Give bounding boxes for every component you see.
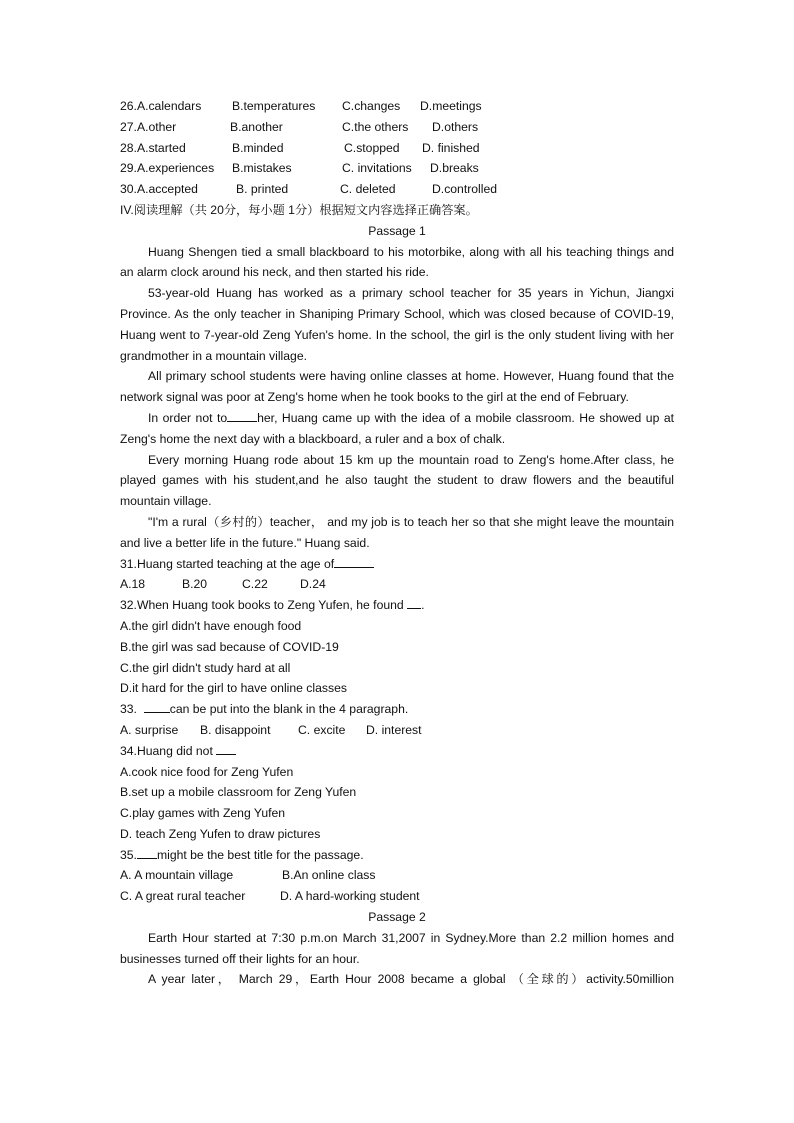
- passage-title: Passage 2: [368, 910, 426, 925]
- question-number: 35.: [120, 847, 137, 862]
- paragraph-6: "I'm a rural（乡村的）teacher， and my job is to teach her so that she might leave the mountain and live a better life in the future." Huang said.: [120, 514, 674, 550]
- option-b: B.another: [230, 119, 283, 134]
- section-heading: IV.阅读理解（共 20分，每小题 1分）根据短文内容选择正确答案。: [120, 202, 478, 217]
- question-31: [120, 554, 674, 596]
- option-c: C.play games with Zeng Yufen: [120, 806, 286, 821]
- question-stem: [120, 595, 674, 616]
- question-number: 33.: [120, 702, 137, 717]
- paragraph-4-rest: her, Huang came up with the idea of a mobile classroom. He showed up at Zeng's home the next day with a blackboard, a ruler and a box of chalk.: [120, 410, 674, 446]
- option-d: D. teach Zeng Yufen to draw pictures: [120, 826, 321, 841]
- question-32: [120, 595, 674, 699]
- option-b: B.the girl was sad because of COVID-19: [120, 639, 339, 654]
- option-row: [120, 865, 674, 886]
- paragraph-4-start: In order not to: [148, 410, 228, 425]
- passage-2: [120, 907, 674, 990]
- option-a: A.18: [120, 577, 146, 592]
- cloze-options: [120, 96, 674, 200]
- answer-blank: [227, 410, 257, 422]
- option-d: D.controlled: [432, 182, 498, 197]
- option-row-29: [120, 158, 674, 179]
- option-a: 30.A.accepted: [120, 182, 198, 197]
- question-text-end: .: [421, 598, 425, 613]
- option-d: D.others: [432, 119, 479, 134]
- option-a: A.cook nice food for Zeng Yufen: [120, 764, 294, 779]
- question-text: might be the best title for the passage.: [156, 847, 364, 862]
- answer-blank: [137, 847, 157, 859]
- option-row-28: [120, 138, 674, 159]
- paragraph-1: Huang Shengen tied a small blackboard to his motorbike, along with all his teaching things and an alarm clock around his neck, and then started his ride.: [120, 244, 674, 280]
- option-a: A. surprise: [120, 722, 179, 737]
- option-d: D.it hard for the girl to have online classes: [120, 681, 347, 696]
- answer-blank: [334, 556, 374, 568]
- option-c: C.the others: [342, 119, 409, 134]
- option-row-27: [120, 117, 674, 138]
- question-stem: [120, 845, 674, 866]
- option-c: C.stopped: [344, 140, 400, 155]
- option-b: B. printed: [236, 182, 289, 197]
- option-row: [120, 574, 674, 595]
- option-a: 28.A.started: [120, 140, 186, 155]
- option-d: D. interest: [366, 722, 422, 737]
- question-35: [120, 845, 674, 907]
- question-text: 31.Huang started teaching at the age of: [120, 556, 335, 571]
- question-text: can be put into the blank in the 4 paragraph.: [169, 702, 409, 717]
- option-d: D.meetings: [420, 99, 482, 113]
- option-b: B. disappoint: [200, 722, 271, 737]
- answer-blank: [216, 743, 236, 755]
- option-c: C. excite: [298, 722, 346, 737]
- option-row: [120, 886, 674, 907]
- option-a: 29.A.experiences: [120, 161, 215, 176]
- paragraph-1: Earth Hour started at 7:30 p.m.on March 31,2007 in Sydney.More than 2.2 million homes and businesses turned off their lights for an hour.: [120, 930, 674, 966]
- option-c: C.22: [242, 577, 268, 592]
- paragraph-5: Every morning Huang rode about 15 km up the mountain road to Zeng's home.After class, he played games with his student,and he also taught the student to draw flowers and the beautiful mountain village.: [120, 452, 674, 509]
- paragraph-4: [120, 408, 674, 450]
- question-34: [120, 741, 674, 845]
- passage-title: Passage 1: [368, 223, 426, 238]
- option-c: C.changes: [342, 99, 401, 113]
- question-stem: [120, 741, 674, 762]
- passage-1: [120, 221, 674, 554]
- paragraph-2: A year later， March 29，Earth Hour 2008 became a global （全球的）activity.50million: [148, 972, 674, 987]
- question-stem: [120, 699, 674, 720]
- question-text: 32.When Huang took books to Zeng Yufen, he found: [120, 598, 404, 613]
- option-d: D. finished: [422, 140, 480, 155]
- option-b: B.An online class: [282, 868, 376, 883]
- question-stem: [120, 554, 674, 575]
- option-row: [120, 720, 674, 741]
- page-content: [120, 96, 674, 990]
- option-c: C. invitations: [342, 161, 412, 176]
- option-a: A.the girl didn't have enough food: [120, 618, 302, 633]
- answer-blank: [144, 701, 170, 713]
- question-text: 34.Huang did not: [120, 743, 213, 758]
- option-d: D. A hard-working student: [280, 889, 420, 904]
- option-a: 27.A.other: [120, 119, 177, 134]
- question-33: [120, 699, 674, 741]
- option-b: B.temperatures: [232, 99, 316, 113]
- option-a: 26.A.calendars: [120, 99, 202, 113]
- option-row-30: [120, 179, 674, 200]
- paragraph-2: 53-year-old Huang has worked as a primary school teacher for 35 years in Yichun, Jiangxi Province. As the only teacher in Shaniping Primary School, which was closed because of COVID-19, Huang went to 7-year-old Zeng Yufen's home. In the school, the girl is the only student living with her grandmother in a mountain village.: [120, 286, 674, 363]
- option-b: B.set up a mobile classroom for Zeng Yufen: [120, 785, 357, 800]
- paragraph-3: All primary school students were having online classes at home. However, Huang found that the network signal was poor at Zeng's home when he took books to the girl at the end of February.: [120, 369, 674, 405]
- option-a: A. A mountain village: [120, 868, 234, 883]
- option-row-26: [120, 96, 674, 117]
- option-c: C.the girl didn't study hard at all: [120, 660, 291, 675]
- option-d: D.breaks: [430, 161, 479, 176]
- option-b: B.20: [182, 577, 208, 592]
- option-b: B.mistakes: [232, 161, 292, 176]
- option-c: C. deleted: [340, 182, 396, 197]
- answer-blank: [407, 597, 421, 609]
- option-b: B.minded: [232, 140, 284, 155]
- option-c: C. A great rural teacher: [120, 889, 246, 904]
- option-d: D.24: [300, 577, 326, 592]
